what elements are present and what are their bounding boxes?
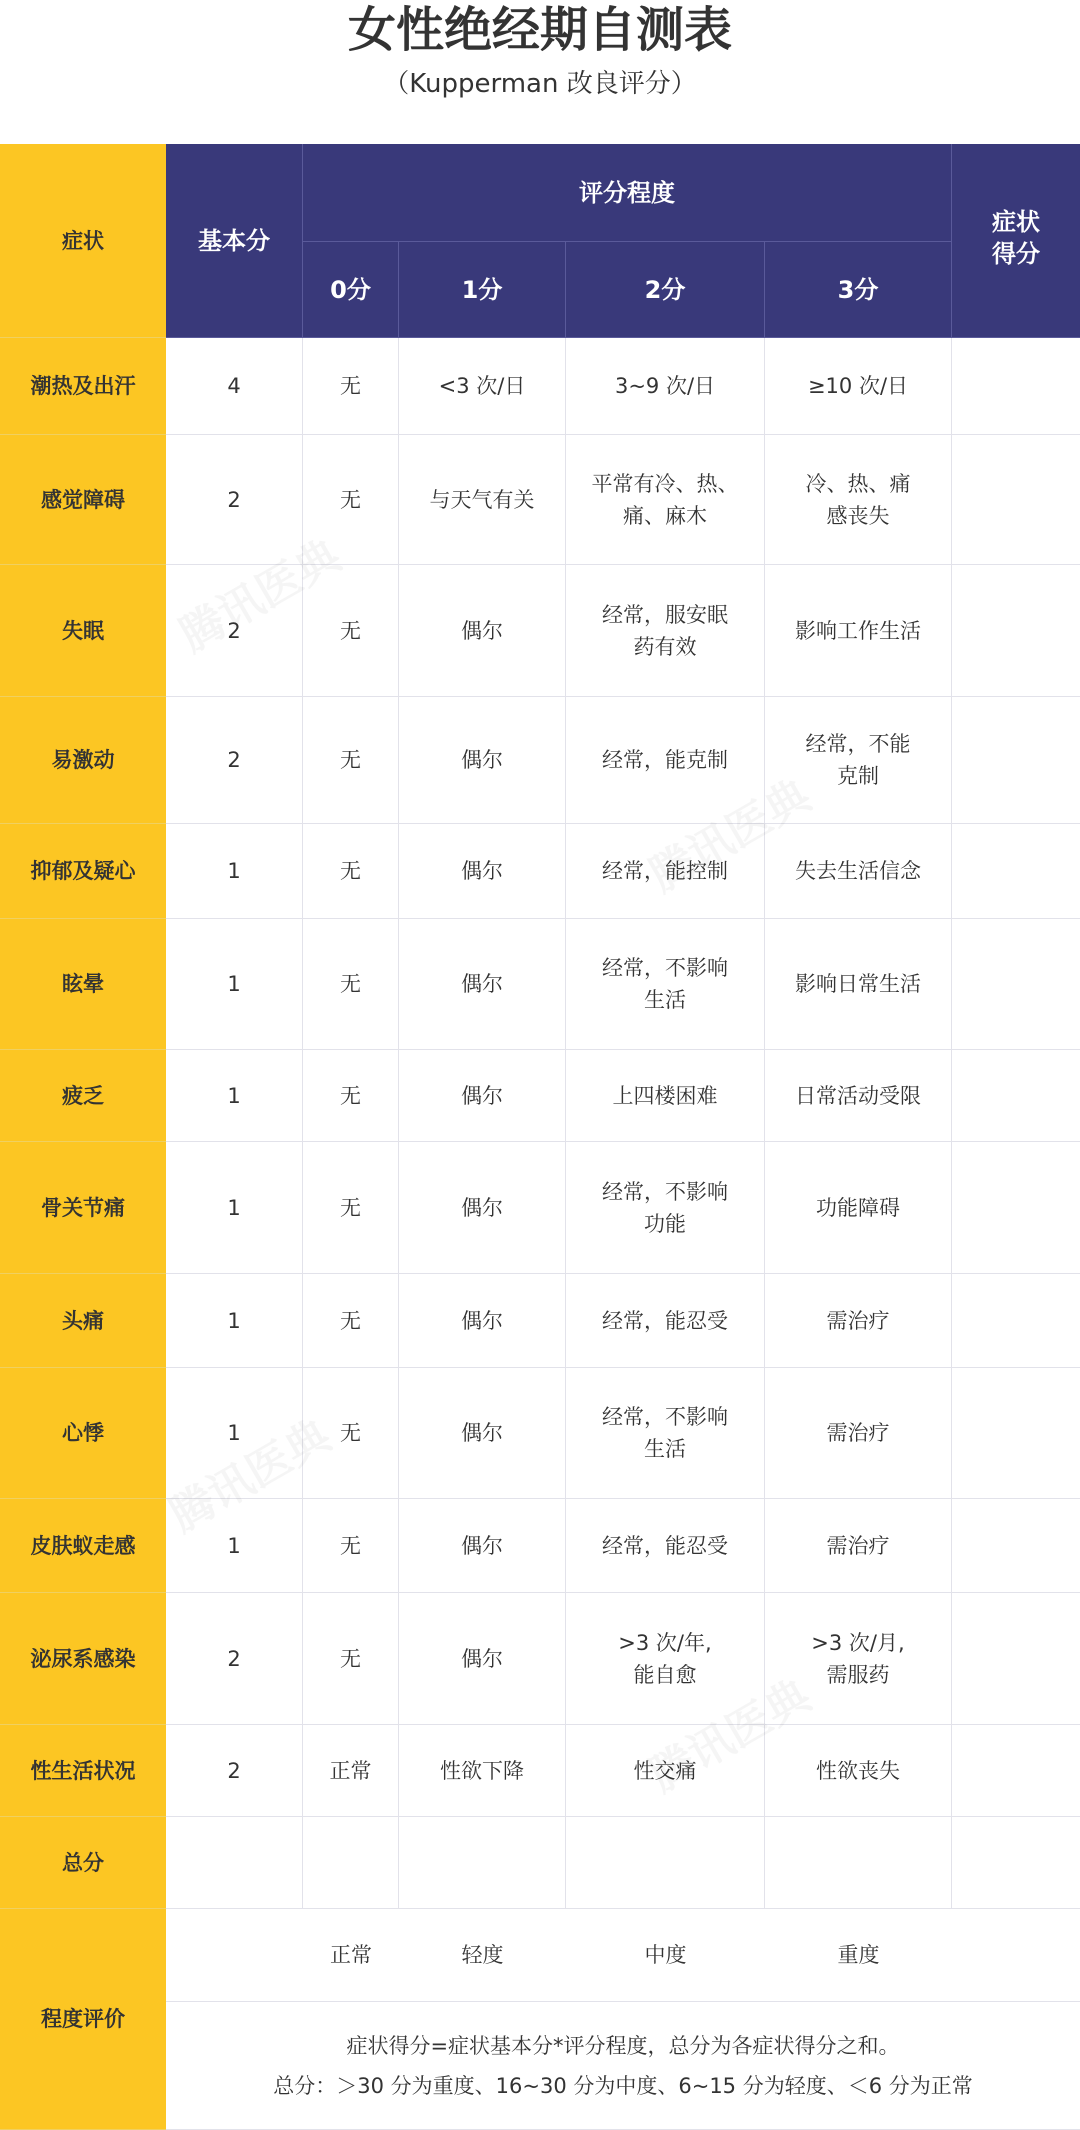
note-line: 总分：＞30 分为重度、16~30 分为中度、6~15 分为轻度、＜6 分为正常 bbox=[273, 2073, 973, 2098]
level-0-desc: 无 bbox=[303, 1368, 399, 1499]
evaluation-note bbox=[166, 2002, 1080, 2130]
level-2-desc: 经常，能克制 bbox=[566, 697, 765, 824]
evaluation-level: 中度 bbox=[566, 1909, 765, 2002]
base-score: 1 bbox=[166, 1368, 303, 1499]
base-score: 2 bbox=[166, 1725, 303, 1817]
symptom-name: 失眠 bbox=[0, 565, 166, 697]
base-score: 1 bbox=[166, 1274, 303, 1368]
evaluation-spacer bbox=[952, 1909, 1080, 2002]
symptom-name: 头痛 bbox=[0, 1274, 166, 1368]
base-score: 2 bbox=[166, 435, 303, 565]
level-2-desc: 经常，能控制 bbox=[566, 824, 765, 919]
total-cell bbox=[765, 1817, 952, 1909]
level-1-desc: 偶尔 bbox=[399, 1368, 566, 1499]
level-0-desc: 无 bbox=[303, 565, 399, 697]
symptom-score-cell bbox=[952, 1274, 1080, 1368]
symptom-score-cell bbox=[952, 697, 1080, 824]
symptom-name: 性生活状况 bbox=[0, 1725, 166, 1817]
header-symptom: 症状 bbox=[0, 144, 166, 338]
symptom-name: 抑郁及疑心 bbox=[0, 824, 166, 919]
level-1-desc: 偶尔 bbox=[399, 565, 566, 697]
level-0-desc: 正常 bbox=[303, 1725, 399, 1817]
level-1-desc: 与天气有关 bbox=[399, 435, 566, 565]
header-degree: 评分程度 bbox=[303, 144, 952, 242]
level-2-desc: 平常有冷、热、 痛、麻木 bbox=[566, 435, 765, 565]
base-score: 2 bbox=[166, 565, 303, 697]
level-0-desc: 无 bbox=[303, 338, 399, 435]
symptom-name: 泌尿系感染 bbox=[0, 1593, 166, 1725]
level-2-desc: 经常，能忍受 bbox=[566, 1499, 765, 1593]
level-3-desc: 需治疗 bbox=[765, 1368, 952, 1499]
level-1-desc: 偶尔 bbox=[399, 1050, 566, 1142]
evaluation-level: 正常 bbox=[303, 1909, 399, 2002]
base-score: 1 bbox=[166, 1050, 303, 1142]
level-2-desc: 性交痛 bbox=[566, 1725, 765, 1817]
evaluation-level: 重度 bbox=[765, 1909, 952, 2002]
symptom-name: 皮肤蚁走感 bbox=[0, 1499, 166, 1593]
level-1-desc: 性欲下降 bbox=[399, 1725, 566, 1817]
level-0-desc: 无 bbox=[303, 1274, 399, 1368]
symptom-score-cell bbox=[952, 435, 1080, 565]
header-level-3: 3分 bbox=[765, 242, 952, 338]
evaluation-level: 轻度 bbox=[399, 1909, 566, 2002]
level-1-desc: 偶尔 bbox=[399, 697, 566, 824]
level-2-desc: 经常，不影响 生活 bbox=[566, 919, 765, 1050]
level-0-desc: 无 bbox=[303, 1593, 399, 1725]
page-title: 女性绝经期自测表 bbox=[347, 2, 732, 58]
total-cell bbox=[566, 1817, 765, 1909]
level-2-desc: 经常，能忍受 bbox=[566, 1274, 765, 1368]
level-3-desc: ≥10 次/日 bbox=[765, 338, 952, 435]
symptom-score-cell bbox=[952, 565, 1080, 697]
level-0-desc: 无 bbox=[303, 1142, 399, 1274]
level-1-desc: 偶尔 bbox=[399, 1593, 566, 1725]
level-2-desc: 经常，不影响 功能 bbox=[566, 1142, 765, 1274]
symptom-score-cell bbox=[952, 919, 1080, 1050]
level-1-desc: 偶尔 bbox=[399, 1499, 566, 1593]
base-score: 1 bbox=[166, 824, 303, 919]
level-3-desc: >3 次/月, 需服药 bbox=[765, 1593, 952, 1725]
header-level-2: 2分 bbox=[566, 242, 765, 338]
total-cell bbox=[166, 1817, 303, 1909]
symptom-score-cell bbox=[952, 1499, 1080, 1593]
level-3-desc: 影响日常生活 bbox=[765, 919, 952, 1050]
symptom-score-cell bbox=[952, 338, 1080, 435]
level-3-desc: 功能障碍 bbox=[765, 1142, 952, 1274]
level-0-desc: 无 bbox=[303, 1499, 399, 1593]
total-cell bbox=[952, 1817, 1080, 1909]
level-3-desc: 影响工作生活 bbox=[765, 565, 952, 697]
symptom-name: 潮热及出汗 bbox=[0, 338, 166, 435]
level-2-desc: 上四楼困难 bbox=[566, 1050, 765, 1142]
base-score: 4 bbox=[166, 338, 303, 435]
symptom-name: 易激动 bbox=[0, 697, 166, 824]
total-cell bbox=[399, 1817, 566, 1909]
level-0-desc: 无 bbox=[303, 435, 399, 565]
level-3-desc: 性欲丧失 bbox=[765, 1725, 952, 1817]
symptom-score-cell bbox=[952, 1142, 1080, 1274]
base-score: 2 bbox=[166, 1593, 303, 1725]
total-cell bbox=[303, 1817, 399, 1909]
header-level-1: 1分 bbox=[399, 242, 566, 338]
base-score: 1 bbox=[166, 1142, 303, 1274]
level-2-desc: 经常，服安眠 药有效 bbox=[566, 565, 765, 697]
evaluation-spacer bbox=[166, 1909, 303, 2002]
header-score: 症状 得分 bbox=[952, 144, 1080, 338]
symptom-score-cell bbox=[952, 824, 1080, 919]
level-2-desc: 3~9 次/日 bbox=[566, 338, 765, 435]
level-2-desc: 经常，不影响 生活 bbox=[566, 1368, 765, 1499]
level-1-desc: 偶尔 bbox=[399, 919, 566, 1050]
level-0-desc: 无 bbox=[303, 1050, 399, 1142]
symptom-name: 感觉障碍 bbox=[0, 435, 166, 565]
note-line: 症状得分=症状基本分*评分程度，总分为各症状得分之和。 bbox=[346, 2033, 900, 2058]
base-score: 1 bbox=[166, 1499, 303, 1593]
header-base: 基本分 bbox=[166, 144, 303, 338]
level-1-desc: 偶尔 bbox=[399, 824, 566, 919]
level-0-desc: 无 bbox=[303, 919, 399, 1050]
level-2-desc: >3 次/年, 能自愈 bbox=[566, 1593, 765, 1725]
total-label: 总分 bbox=[0, 1817, 166, 1909]
level-3-desc: 需治疗 bbox=[765, 1499, 952, 1593]
base-score: 1 bbox=[166, 919, 303, 1050]
symptom-name: 骨关节痛 bbox=[0, 1142, 166, 1274]
symptom-name: 心悸 bbox=[0, 1368, 166, 1499]
base-score: 2 bbox=[166, 697, 303, 824]
symptom-score-cell bbox=[952, 1368, 1080, 1499]
level-0-desc: 无 bbox=[303, 824, 399, 919]
symptom-name: 疲乏 bbox=[0, 1050, 166, 1142]
level-3-desc: 冷、热、痛 感丧失 bbox=[765, 435, 952, 565]
symptom-name: 眩晕 bbox=[0, 919, 166, 1050]
level-3-desc: 需治疗 bbox=[765, 1274, 952, 1368]
level-1-desc: <3 次/日 bbox=[399, 338, 566, 435]
level-3-desc: 经常，不能 克制 bbox=[765, 697, 952, 824]
evaluation-label: 程度评价 bbox=[0, 1909, 166, 2130]
level-3-desc: 失去生活信念 bbox=[765, 824, 952, 919]
level-0-desc: 无 bbox=[303, 697, 399, 824]
level-3-desc: 日常活动受限 bbox=[765, 1050, 952, 1142]
symptom-score-cell bbox=[952, 1050, 1080, 1142]
symptom-score-cell bbox=[952, 1725, 1080, 1817]
symptom-score-cell bbox=[952, 1593, 1080, 1725]
page-subtitle: （Kupperman 改良评分） bbox=[383, 69, 697, 99]
level-1-desc: 偶尔 bbox=[399, 1274, 566, 1368]
kupperman-table bbox=[0, 144, 1080, 2130]
header-level-0: 0分 bbox=[303, 242, 399, 338]
level-1-desc: 偶尔 bbox=[399, 1142, 566, 1274]
